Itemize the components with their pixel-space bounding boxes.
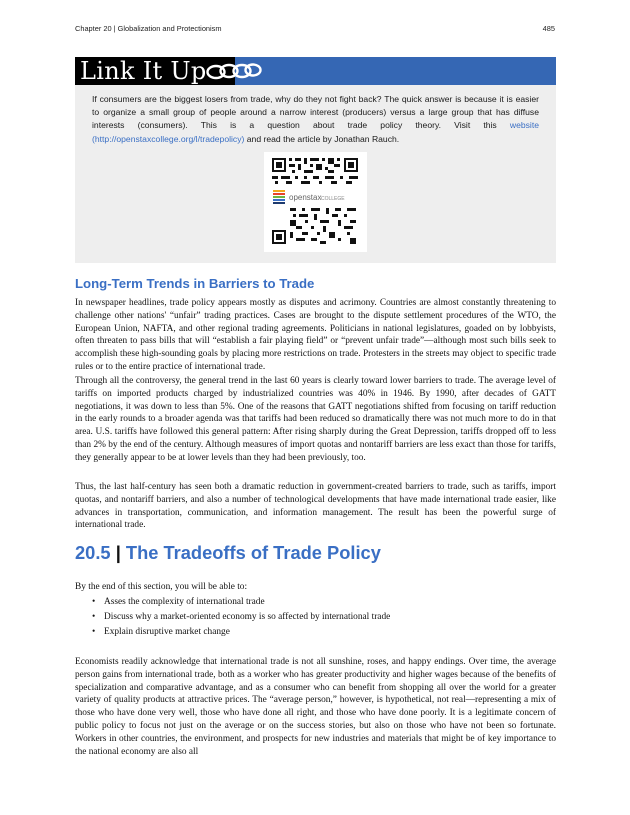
objective-item: • Explain disruptive market change xyxy=(92,625,390,640)
qr-code-graphic xyxy=(264,152,367,252)
chapter-section-heading xyxy=(75,542,381,564)
running-header xyxy=(75,24,555,33)
objective-item: • Asses the complexity of international trade xyxy=(92,595,390,610)
objectives-intro: By the end of this section, you will be able to: xyxy=(75,582,248,592)
tradepolicy-link[interactable]: website (http://openstaxcollege.org/l/tradepolicy) xyxy=(92,120,539,144)
qr-code[interactable] xyxy=(264,152,367,252)
section-number: 20.5 xyxy=(75,542,111,563)
qr-brand-suffix: COLLEGE xyxy=(321,196,345,202)
chain-link-icon xyxy=(205,61,263,81)
banner-title: Link It Up xyxy=(80,57,207,85)
paragraph-tariff-trend: Through all the controversy, the general trend in the last 60 years is clearly toward lower barriers to trade. The average level of tariffs on imported products charged by industrialized countries was 40% in 1946. By 1990, after decades of GATT negotiations, it was down to less than 5%. One of the reasons that GATT negotiations shifted from focusing on tariff reduction in the early rounds to a broader agenda was that tariffs had been reduced so dramatically there was not much more to do in that area. U.S. tariffs have followed this general pattern: After rising sharply during the Great Depression, tariffs dropped off to less than 2% by the end of the century. Although measures of import quotas and nontariff barriers are less exact than those for tariffs, they generally appear to be at lower levels than they had been previously, too. xyxy=(75,376,556,463)
link-text-outro: and read the article by Jonathan Rauch. xyxy=(244,133,400,144)
qr-brand: openstax xyxy=(289,193,322,202)
learning-objectives-list xyxy=(92,595,390,640)
objective-item: • Discuss why a market-oriented economy is so affected by international trade xyxy=(92,610,390,625)
page-number: 485 xyxy=(542,24,555,33)
section-heading: Long-Term Trends in Barriers to Trade xyxy=(75,276,315,291)
paragraph-trade-disputes: In newspaper headlines, trade policy appears mostly as disputes and acrimony. Countries are almost constantly threatening to challenge other nations' “unfair” trading practices. Cases are brought to the dispute settlement procedures of the WTO, the European Union, NAFTA, and other regional trading agreements. Politicians in national legislatures, goaded on by lobbyists, often threaten to pass bills that will “establish a fair playing field” or “prevent unfair trade”—although most such bills seek to accomplish these high-sounding goals by placing more restrictions on trade. Protesters in the streets may object to specific trade rules or to the entire practice of international trade. xyxy=(75,298,556,372)
paragraph-tradeoffs: Economists readily acknowledge that international trade is not all sunshine, roses, and happy endings. Over time, the average person gains from international trade, both as a worker who has greater productivity and higher wages because of the benefits of specialization and comparative advantage, and as a consumer who can benefit from shopping all over the world for a greater variety of quality products at attractive prices. The “average person,” however, is hypothetical, not real—representing a mix of those who have done very well, those who have done all right, and those who have done poorly. It is a legitimate concern of public policy to focus not just on the average or on the success stories, but also on those who have not been so fortunate. Workers in other countries, the environment, and prospects for new industries and materials that might be of key importance to the national economy are also all xyxy=(75,657,556,757)
link-it-up-banner xyxy=(75,57,556,85)
section-separator: | xyxy=(115,542,121,563)
section-title: The Tradeoffs of Trade Policy xyxy=(125,542,381,563)
link-it-up-box xyxy=(75,57,556,263)
link-text-intro: If consumers are the biggest losers from trade, why do they not fight back? The quick answer is because it is easier to organize a small group of people around a narrow interest (producers) versus a large group that has diffuse interests (consumers). This is a question about trade policy theory. Visit this xyxy=(92,94,539,131)
paragraph-half-century: Thus, the last half-century has seen both a dramatic reduction in government-created barriers to trade, such as tariffs, import quotas, and nontariff barriers, and also a number of technological developments that have made international trade easier, like advances in transportation, communication, and information management. The result has been the powerful surge of international trade. xyxy=(75,482,556,531)
chapter-title: Chapter 20 | Globalization and Protectionism xyxy=(75,24,222,33)
link-it-up-text xyxy=(92,93,539,146)
